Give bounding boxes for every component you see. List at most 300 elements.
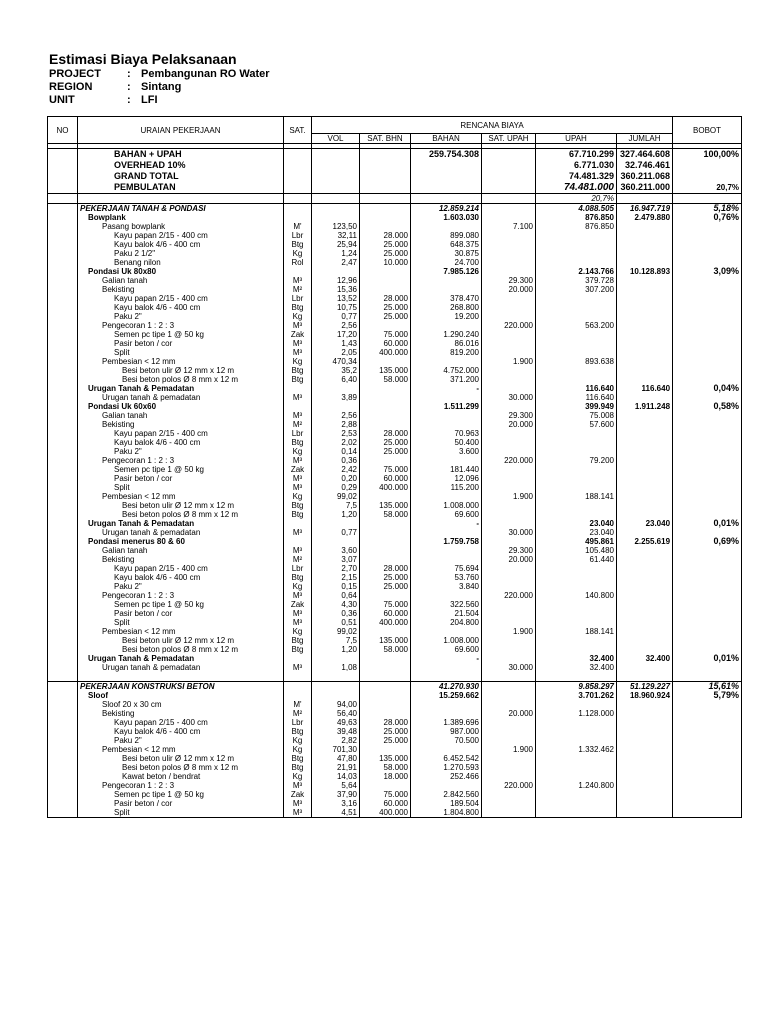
group-bobot: 0,69% bbox=[673, 537, 742, 546]
item-satbhn: 25.000 bbox=[360, 303, 411, 312]
item-bahan bbox=[411, 222, 482, 231]
item-vol: 0,14 bbox=[312, 447, 360, 456]
satupah-cell bbox=[482, 213, 536, 222]
group-jumlah: 23.040 bbox=[617, 519, 673, 528]
header-rencana: RENCANA BIAYA bbox=[312, 117, 673, 134]
item-bobot bbox=[673, 285, 742, 294]
item-bahan: 322.560 bbox=[411, 600, 482, 609]
group-jumlah: 2.479.880 bbox=[617, 213, 673, 222]
item-bobot bbox=[673, 465, 742, 474]
item-jumlah bbox=[617, 609, 673, 618]
item-description: Besi beton polos Ø 8 mm x 12 m bbox=[78, 645, 284, 654]
item-bahan: 189.504 bbox=[411, 799, 482, 808]
item-row bbox=[48, 438, 742, 447]
item-description: Besi beton ulir Ø 12 mm x 12 m bbox=[78, 754, 284, 763]
item-sat: Lbr bbox=[284, 564, 312, 573]
item-bobot bbox=[673, 808, 742, 818]
document-title: Estimasi Biaya Pelaksanaan bbox=[49, 51, 237, 67]
spacer-cell bbox=[536, 672, 617, 682]
item-vol: 12,96 bbox=[312, 276, 360, 285]
item-description: Semen pc tipe 1 @ 50 kg bbox=[78, 790, 284, 799]
item-satbhn: 60.000 bbox=[360, 339, 411, 348]
item-satupah bbox=[482, 799, 536, 808]
item-description: Split bbox=[78, 808, 284, 818]
sat-cell bbox=[284, 149, 312, 161]
item-bobot bbox=[673, 420, 742, 429]
item-jumlah bbox=[617, 772, 673, 781]
item-upah bbox=[536, 799, 617, 808]
item-row bbox=[48, 447, 742, 456]
no-cell bbox=[48, 411, 78, 420]
item-satupah bbox=[482, 808, 536, 818]
item-satbhn: 25.000 bbox=[360, 240, 411, 249]
meta-unit: UNIT : LFI bbox=[49, 94, 158, 106]
group-bobot: 0,58% bbox=[673, 402, 742, 411]
item-sat: Kg bbox=[284, 357, 312, 366]
no-cell bbox=[48, 348, 78, 357]
item-description: Pengecoran 1 : 2 : 3 bbox=[78, 456, 284, 465]
item-satupah bbox=[482, 429, 536, 438]
item-satupah bbox=[482, 339, 536, 348]
sat-cell bbox=[284, 384, 312, 393]
item-satbhn: 400.000 bbox=[360, 808, 411, 818]
item-upah bbox=[536, 636, 617, 645]
spacer-cell bbox=[482, 672, 536, 682]
item-bahan: 24.700 bbox=[411, 258, 482, 267]
item-satbhn: 58.000 bbox=[360, 375, 411, 384]
item-description: Kayu balok 4/6 - 400 cm bbox=[78, 438, 284, 447]
item-satbhn: 60.000 bbox=[360, 474, 411, 483]
item-bobot bbox=[673, 763, 742, 772]
no-cell bbox=[48, 276, 78, 285]
item-bobot bbox=[673, 456, 742, 465]
item-jumlah bbox=[617, 447, 673, 456]
no-cell bbox=[48, 654, 78, 663]
satupah-cell bbox=[482, 537, 536, 546]
sat-cell bbox=[284, 519, 312, 528]
group-bahan: - bbox=[411, 384, 482, 393]
satbhn-cell bbox=[360, 402, 411, 411]
item-description: Besi beton ulir Ø 12 mm x 12 m bbox=[78, 366, 284, 375]
item-vol: 2,15 bbox=[312, 573, 360, 582]
sat-cell bbox=[284, 682, 312, 692]
group-bobot: 0,04% bbox=[673, 384, 742, 393]
meta-key: REGION bbox=[49, 81, 93, 93]
item-sat: Zak bbox=[284, 600, 312, 609]
sat-cell bbox=[284, 691, 312, 700]
item-row bbox=[48, 573, 742, 582]
spacer-cell bbox=[673, 672, 742, 682]
item-description: Semen pc tipe 1 @ 50 kg bbox=[78, 465, 284, 474]
item-satbhn: 135.000 bbox=[360, 501, 411, 510]
item-jumlah bbox=[617, 627, 673, 636]
item-bahan bbox=[411, 528, 482, 537]
no-cell bbox=[48, 204, 78, 214]
item-satbhn: 28.000 bbox=[360, 429, 411, 438]
no-cell bbox=[48, 447, 78, 456]
item-bahan: 12.096 bbox=[411, 474, 482, 483]
no-cell bbox=[48, 456, 78, 465]
item-bobot bbox=[673, 700, 742, 709]
item-satupah bbox=[482, 483, 536, 492]
item-description: Pasir beton / cor bbox=[78, 609, 284, 618]
item-bobot bbox=[673, 294, 742, 303]
item-satupah bbox=[482, 609, 536, 618]
item-jumlah bbox=[617, 555, 673, 564]
item-row bbox=[48, 618, 742, 627]
item-satbhn: 75.000 bbox=[360, 330, 411, 339]
summary-upah: 67.710.299 bbox=[536, 149, 617, 161]
item-satbhn: 25.000 bbox=[360, 438, 411, 447]
spacer-cell bbox=[284, 194, 312, 204]
item-sat: Rol bbox=[284, 258, 312, 267]
item-satupah: 29.300 bbox=[482, 276, 536, 285]
item-upah bbox=[536, 564, 617, 573]
item-row bbox=[48, 474, 742, 483]
item-bobot bbox=[673, 339, 742, 348]
item-satupah: 1.900 bbox=[482, 492, 536, 501]
meta-project: PROJECT : Pembangunan RO Water bbox=[49, 68, 270, 80]
item-row bbox=[48, 492, 742, 501]
item-satbhn: 135.000 bbox=[360, 754, 411, 763]
item-satupah bbox=[482, 465, 536, 474]
item-satbhn: 75.000 bbox=[360, 790, 411, 799]
no-cell bbox=[48, 645, 78, 654]
spacer-cell bbox=[78, 672, 284, 682]
item-sat: Zak bbox=[284, 465, 312, 474]
item-satbhn bbox=[360, 456, 411, 465]
meta-value: LFI bbox=[141, 94, 158, 106]
no-cell bbox=[48, 528, 78, 537]
item-row bbox=[48, 258, 742, 267]
summary-jumlah: 327.464.608 bbox=[617, 149, 673, 161]
item-bobot bbox=[673, 573, 742, 582]
item-vol: 99,02 bbox=[312, 492, 360, 501]
sat-cell bbox=[284, 654, 312, 663]
item-bobot bbox=[673, 754, 742, 763]
item-sat: Kg bbox=[284, 772, 312, 781]
item-description: Urugan tanah & pemadatan bbox=[78, 663, 284, 672]
item-description: Benang nilon bbox=[78, 258, 284, 267]
item-description: Pengecoran 1 : 2 : 3 bbox=[78, 591, 284, 600]
item-upah bbox=[536, 258, 617, 267]
item-vol: 2,47 bbox=[312, 258, 360, 267]
item-sat: M² bbox=[284, 555, 312, 564]
no-cell bbox=[48, 222, 78, 231]
item-vol: 15,36 bbox=[312, 285, 360, 294]
item-description: Kayu papan 2/15 - 400 cm bbox=[78, 429, 284, 438]
item-sat: M³ bbox=[284, 528, 312, 537]
item-vol: 0,77 bbox=[312, 312, 360, 321]
item-satupah bbox=[482, 754, 536, 763]
satbhn-cell bbox=[360, 171, 411, 182]
section-bahan: 12.859.214 bbox=[411, 204, 482, 214]
no-cell bbox=[48, 537, 78, 546]
item-description: Besi beton ulir Ø 12 mm x 12 m bbox=[78, 501, 284, 510]
item-satupah: 30.000 bbox=[482, 528, 536, 537]
group-title: Bowplank bbox=[78, 213, 284, 222]
item-upah bbox=[536, 348, 617, 357]
satupah-cell bbox=[482, 160, 536, 171]
no-cell bbox=[48, 609, 78, 618]
item-sat: Lbr bbox=[284, 294, 312, 303]
summary-row bbox=[48, 160, 742, 171]
item-bobot bbox=[673, 438, 742, 447]
item-satupah: 220.000 bbox=[482, 456, 536, 465]
group-bobot: 0,01% bbox=[673, 654, 742, 663]
section-bobot: 5,18% bbox=[673, 204, 742, 214]
item-sat: M³ bbox=[284, 663, 312, 672]
header-satupah: SAT. UPAH bbox=[482, 134, 536, 144]
no-cell bbox=[48, 600, 78, 609]
item-bahan: 21.504 bbox=[411, 609, 482, 618]
satupah-cell bbox=[482, 384, 536, 393]
item-sat: M³ bbox=[284, 591, 312, 600]
summary-section bbox=[48, 144, 742, 204]
item-upah bbox=[536, 303, 617, 312]
item-description: Pasir beton / cor bbox=[78, 474, 284, 483]
item-bahan bbox=[411, 411, 482, 420]
satupah-cell bbox=[482, 267, 536, 276]
item-bobot bbox=[673, 231, 742, 240]
item-bahan: 75.694 bbox=[411, 564, 482, 573]
summary-bahan bbox=[411, 160, 482, 171]
item-sat: Btg bbox=[284, 645, 312, 654]
vol-cell bbox=[312, 171, 360, 182]
item-upah bbox=[536, 727, 617, 736]
item-row bbox=[48, 420, 742, 429]
no-cell bbox=[48, 718, 78, 727]
vol-cell bbox=[312, 160, 360, 171]
item-satupah bbox=[482, 600, 536, 609]
item-bahan bbox=[411, 591, 482, 600]
group-row bbox=[48, 691, 742, 700]
item-vol: 7,5 bbox=[312, 636, 360, 645]
item-satbhn: 75.000 bbox=[360, 600, 411, 609]
item-vol: 3,07 bbox=[312, 555, 360, 564]
item-satupah bbox=[482, 772, 536, 781]
item-bobot bbox=[673, 321, 742, 330]
item-jumlah bbox=[617, 258, 673, 267]
group-bahan: 1.511.299 bbox=[411, 402, 482, 411]
satbhn-cell bbox=[360, 267, 411, 276]
header-vol: VOL bbox=[312, 134, 360, 144]
item-satbhn: 400.000 bbox=[360, 483, 411, 492]
item-satupah bbox=[482, 718, 536, 727]
summary-jumlah: 360.211.000 bbox=[617, 182, 673, 194]
spacer-cell bbox=[411, 194, 482, 204]
item-satbhn: 10.000 bbox=[360, 258, 411, 267]
item-upah bbox=[536, 483, 617, 492]
item-description: Galian tanah bbox=[78, 411, 284, 420]
item-vol: 37,90 bbox=[312, 790, 360, 799]
item-upah: 188.141 bbox=[536, 492, 617, 501]
item-bobot bbox=[673, 600, 742, 609]
group-jumlah: 10.128.893 bbox=[617, 267, 673, 276]
item-sat: Kg bbox=[284, 745, 312, 754]
item-row bbox=[48, 231, 742, 240]
item-vol: 2,42 bbox=[312, 465, 360, 474]
no-cell bbox=[48, 182, 78, 194]
item-bobot bbox=[673, 663, 742, 672]
section-title: PEKERJAAN TANAH & PONDASI bbox=[78, 204, 284, 214]
summary-label: GRAND TOTAL bbox=[78, 171, 284, 182]
item-upah: 307.200 bbox=[536, 285, 617, 294]
section-jumlah: 51.129.227 bbox=[617, 682, 673, 692]
spacer-cell bbox=[48, 194, 78, 204]
item-row bbox=[48, 501, 742, 510]
no-cell bbox=[48, 393, 78, 402]
item-description: Urugan tanah & pemadatan bbox=[78, 393, 284, 402]
summary-bobot bbox=[673, 160, 742, 171]
item-sat: M³ bbox=[284, 609, 312, 618]
no-cell bbox=[48, 663, 78, 672]
detail-section bbox=[48, 204, 742, 818]
item-jumlah bbox=[617, 339, 673, 348]
item-satupah: 20.000 bbox=[482, 555, 536, 564]
item-sat: Zak bbox=[284, 330, 312, 339]
satbhn-cell bbox=[360, 204, 411, 214]
spacer-cell bbox=[48, 672, 78, 682]
no-cell bbox=[48, 682, 78, 692]
item-bahan bbox=[411, 321, 482, 330]
item-description: Kayu balok 4/6 - 400 cm bbox=[78, 573, 284, 582]
item-bobot bbox=[673, 790, 742, 799]
item-vol: 94,00 bbox=[312, 700, 360, 709]
item-bahan: 819.200 bbox=[411, 348, 482, 357]
item-upah bbox=[536, 294, 617, 303]
item-satupah: 1.900 bbox=[482, 357, 536, 366]
item-bobot bbox=[673, 366, 742, 375]
no-cell bbox=[48, 483, 78, 492]
item-bobot bbox=[673, 357, 742, 366]
item-upah bbox=[536, 609, 617, 618]
item-vol: 123,50 bbox=[312, 222, 360, 231]
item-jumlah bbox=[617, 492, 673, 501]
item-upah: 563.200 bbox=[536, 321, 617, 330]
summary-upah: 6.771.030 bbox=[536, 160, 617, 171]
item-satbhn bbox=[360, 276, 411, 285]
item-sat: Btg bbox=[284, 438, 312, 447]
item-bobot bbox=[673, 618, 742, 627]
item-satupah bbox=[482, 501, 536, 510]
item-bahan: 6.452.542 bbox=[411, 754, 482, 763]
item-jumlah bbox=[617, 285, 673, 294]
no-cell bbox=[48, 267, 78, 276]
item-sat: Btg bbox=[284, 727, 312, 736]
item-upah bbox=[536, 718, 617, 727]
cost-estimate-table bbox=[47, 116, 742, 818]
summary-row bbox=[48, 149, 742, 161]
group-title: Urugan Tanah & Pemadatan bbox=[78, 654, 284, 663]
item-sat: Kg bbox=[284, 492, 312, 501]
group-title: Sloof bbox=[78, 691, 284, 700]
item-row bbox=[48, 348, 742, 357]
meta-key: PROJECT bbox=[49, 68, 101, 80]
section-row bbox=[48, 204, 742, 214]
item-satupah bbox=[482, 447, 536, 456]
item-jumlah bbox=[617, 808, 673, 818]
header-jumlah: JUMLAH bbox=[617, 134, 673, 144]
item-satupah: 220.000 bbox=[482, 781, 536, 790]
no-cell bbox=[48, 573, 78, 582]
item-satupah bbox=[482, 474, 536, 483]
item-bobot bbox=[673, 492, 742, 501]
item-jumlah bbox=[617, 456, 673, 465]
no-cell bbox=[48, 799, 78, 808]
no-cell bbox=[48, 691, 78, 700]
satbhn-cell bbox=[360, 182, 411, 194]
item-row bbox=[48, 240, 742, 249]
item-upah bbox=[536, 772, 617, 781]
item-vol: 21,91 bbox=[312, 763, 360, 772]
item-bahan: 1.008.000 bbox=[411, 636, 482, 645]
item-upah: 379.728 bbox=[536, 276, 617, 285]
item-bobot bbox=[673, 564, 742, 573]
item-vol: 2,82 bbox=[312, 736, 360, 745]
item-satupah bbox=[482, 636, 536, 645]
item-upah bbox=[536, 645, 617, 654]
no-cell bbox=[48, 330, 78, 339]
item-jumlah bbox=[617, 222, 673, 231]
item-jumlah bbox=[617, 474, 673, 483]
item-upah: 188.141 bbox=[536, 627, 617, 636]
vol-cell bbox=[312, 267, 360, 276]
item-bahan bbox=[411, 627, 482, 636]
no-cell bbox=[48, 321, 78, 330]
item-sat: Btg bbox=[284, 573, 312, 582]
item-row bbox=[48, 636, 742, 645]
item-upah: 876.850 bbox=[536, 222, 617, 231]
item-description: Paku 2" bbox=[78, 736, 284, 745]
group-title: Urugan Tanah & Pemadatan bbox=[78, 519, 284, 528]
item-sat: M² bbox=[284, 709, 312, 718]
item-satbhn: 75.000 bbox=[360, 465, 411, 474]
summary-bobot: 100,00% bbox=[673, 149, 742, 161]
item-row bbox=[48, 303, 742, 312]
item-bahan bbox=[411, 663, 482, 672]
item-upah bbox=[536, 429, 617, 438]
item-vol: 39,48 bbox=[312, 727, 360, 736]
item-bobot bbox=[673, 636, 742, 645]
item-row bbox=[48, 222, 742, 231]
sat-cell bbox=[284, 267, 312, 276]
item-description: Semen pc tipe 1 @ 50 kg bbox=[78, 600, 284, 609]
no-cell bbox=[48, 546, 78, 555]
item-upah bbox=[536, 600, 617, 609]
summary-label: PEMBULATAN bbox=[78, 182, 284, 194]
item-satupah: 30.000 bbox=[482, 663, 536, 672]
item-vol: 3,16 bbox=[312, 799, 360, 808]
satbhn-cell bbox=[360, 537, 411, 546]
item-satbhn: 25.000 bbox=[360, 573, 411, 582]
item-vol: 3,60 bbox=[312, 546, 360, 555]
item-satupah bbox=[482, 564, 536, 573]
vol-cell bbox=[312, 149, 360, 161]
no-cell bbox=[48, 781, 78, 790]
vol-cell bbox=[312, 519, 360, 528]
item-bahan bbox=[411, 546, 482, 555]
item-bahan: 378.470 bbox=[411, 294, 482, 303]
item-bahan bbox=[411, 420, 482, 429]
section-upah: 4.088.505 bbox=[536, 204, 617, 214]
header-bobot: BOBOT bbox=[673, 117, 742, 144]
item-satbhn: 25.000 bbox=[360, 736, 411, 745]
item-jumlah bbox=[617, 781, 673, 790]
item-description: Pembesian < 12 mm bbox=[78, 627, 284, 636]
item-satupah bbox=[482, 366, 536, 375]
item-jumlah bbox=[617, 501, 673, 510]
